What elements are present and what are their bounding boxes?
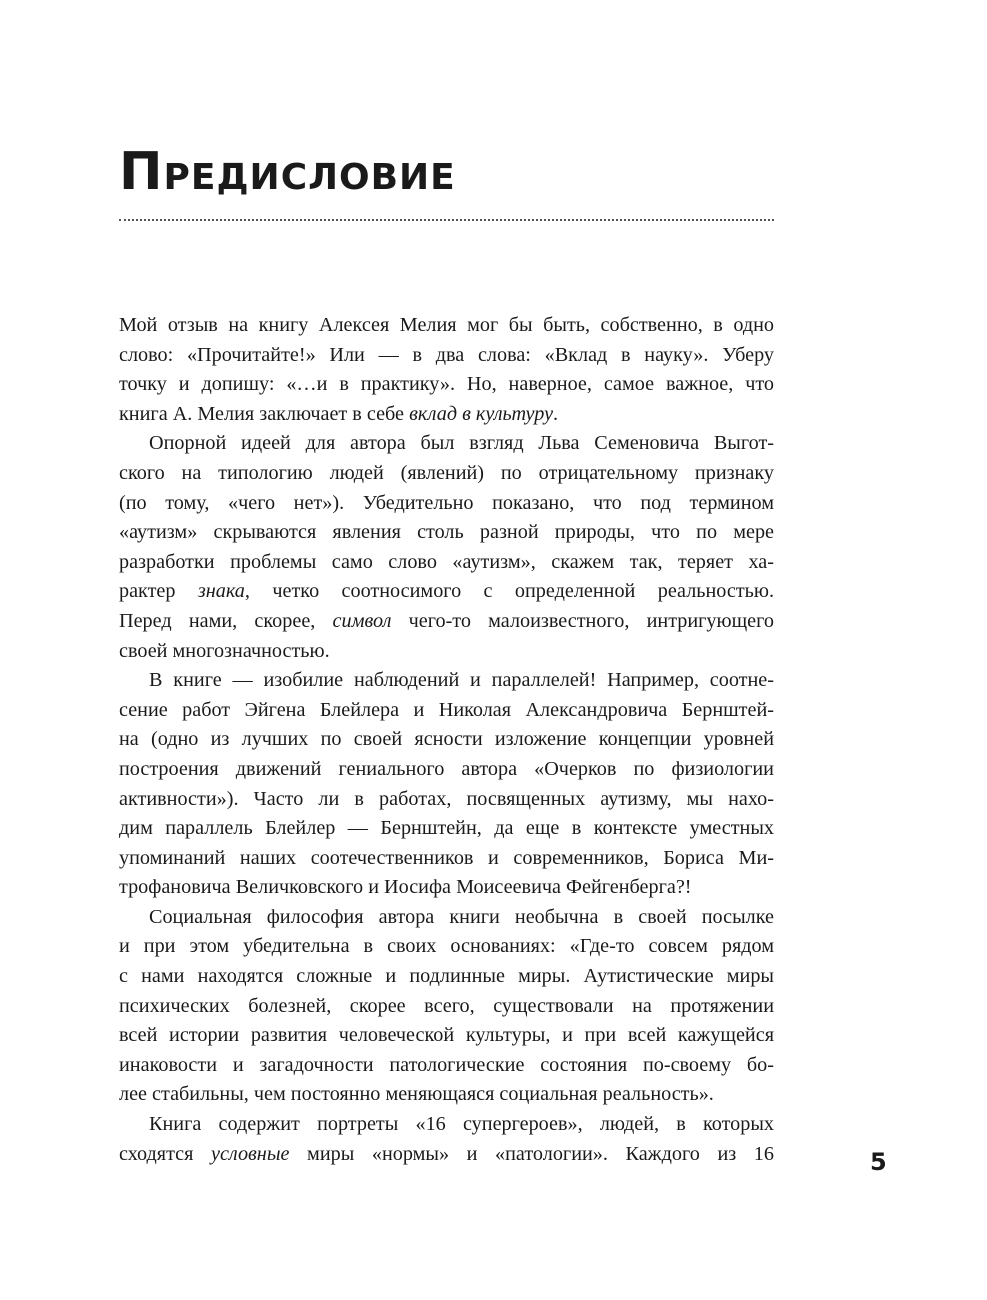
text-line: своей многозначностью. xyxy=(119,639,330,662)
text-line: с нами находятся сложные и подлинные миры. Аутистические миры xyxy=(119,965,774,988)
text-line: сходятся условные миры «нормы» и «патологии». Каждого из 16 xyxy=(119,1142,774,1165)
emphasis: вклад в культуру xyxy=(409,402,554,425)
text-line: разработки проблемы само слово «аутизм», скажем так, теряет ха- xyxy=(119,550,774,573)
text-line: всей истории развития человеческой культуры, и при всей кажущейся xyxy=(119,1024,774,1047)
text-line: Книга содержит портреты «16 супергероев», людей, в которых xyxy=(149,1113,774,1136)
text-line: и при этом убедительна в своих основаниях: «Где-то совсем рядом xyxy=(119,935,774,958)
text-line: точку и допишу: «…и в практику». Но, наверное, самое важное, что xyxy=(119,373,774,396)
text-line: Перед нами, скорее, символ чего-то малоизвестного, интригующего xyxy=(119,609,774,632)
text-line: лее стабильны, чем постоянно меняющаяся социальная реальность». xyxy=(119,1083,714,1106)
body-text xyxy=(119,311,774,1169)
emphasis: условные xyxy=(210,1142,290,1165)
chapter-title: Предисловие xyxy=(119,142,456,202)
page-number: 5 xyxy=(870,1148,887,1176)
text-line: Опорной идеей для автора был взгляд Льва Семеновича Выгот- xyxy=(149,432,774,455)
text-line: инаковости и загадочности патологические состояния по-своему бо- xyxy=(119,1053,774,1076)
text-line: Мой отзыв на книгу Алексея Мелия мог бы быть, собственно, в одно xyxy=(119,314,774,336)
text-line: активности»). Часто ли в работах, посвященных аутизму, мы нахо- xyxy=(119,787,774,810)
text-line: дим параллель Блейлер — Бернштейн, да еще в контексте уместных xyxy=(119,817,774,840)
text-line: рактер знака, четко соотносимого с определенной реальностью. xyxy=(119,580,774,603)
emphasis: знака xyxy=(197,580,245,603)
text-line: построения движений гениального автора «Очерков по физиологии xyxy=(119,757,774,780)
text-line: «аутизм» скрываются явления столь разной природы, что по мере xyxy=(119,521,774,544)
text-line: (по тому, «чего нет»). Убедительно показано, что под термином xyxy=(119,491,774,514)
text-line: сение работ Эйгена Блейлера и Николая Александровича Бернштей- xyxy=(119,698,774,721)
text-line: ского на типологию людей (явлений) по отрицательному признаку xyxy=(119,461,774,484)
dotted-divider xyxy=(119,219,774,221)
text-line: книга А. Мелия заключает в себе вклад в культуру. xyxy=(119,402,559,425)
text-line: слово: «Прочитайте!» Или — в два слова: «Вклад в науку». Уберу xyxy=(119,343,774,366)
text-line: упоминаний наших соотечественников и современников, Бориса Ми- xyxy=(119,846,774,869)
text-line: трофановича Величковского и Иосифа Моисеевича Фейгенберга?! xyxy=(119,876,692,899)
text-line: на (одно из лучших по своей ясности изложение концепции уровней xyxy=(119,728,774,751)
text-line: психических болезней, скорее всего, существовали на протяжении xyxy=(119,994,774,1017)
text-line: В книге — изобилие наблюдений и параллелей! Например, соотне- xyxy=(149,669,774,692)
emphasis: символ xyxy=(332,609,392,632)
text-line: Социальная философия автора книги необычна в своей посылке xyxy=(149,905,774,928)
